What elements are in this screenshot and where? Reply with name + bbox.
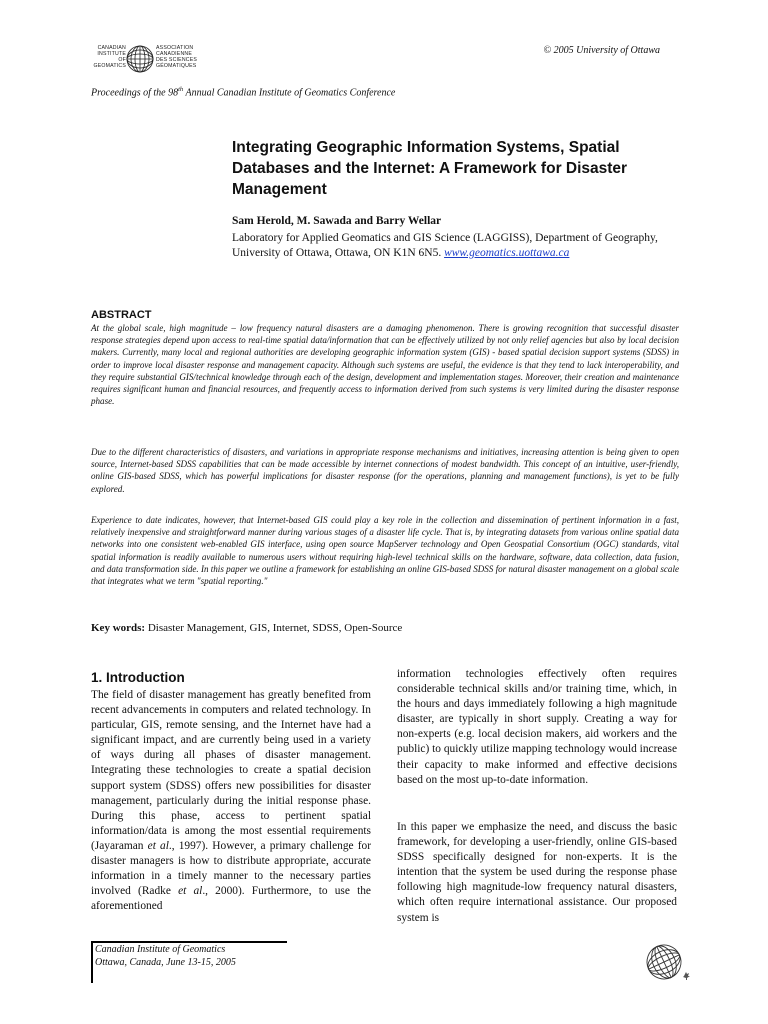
globe-maple-leaf-icon xyxy=(640,936,692,988)
geomatics-url-link[interactable]: www.geomatics.uottawa.ca xyxy=(444,247,570,259)
keywords-label: Key words: xyxy=(91,622,146,634)
logo-text-english xyxy=(88,45,126,69)
proceedings-post: Annual Canadian Institute of Geomatics Conference xyxy=(183,87,396,99)
footer-rule-vertical xyxy=(91,941,93,983)
logo-text-french xyxy=(156,45,197,69)
keywords-line xyxy=(91,622,402,634)
keywords-value: Disaster Management, GIS, Internet, SDSS, Open-Source xyxy=(145,622,403,634)
maple-leaf-icon xyxy=(683,972,690,980)
copyright-notice: © 2005 University of Ottawa xyxy=(543,45,660,56)
cig-acsg-logo xyxy=(88,42,238,78)
abstract-paragraph-2: Due to the different characteristics of disasters, and variations in appropriate response mechanisms and initiatives, increasing attention is being given to open source, Internet-based SDSS capabilities that can be made accessible by internet connections of modest bandwidth. This concept of an intuitive, user-friendly, online GIS-based SDSS, which has powerful implications for disaster response (for the operations, planning and management functions), is yet to be fully explored. xyxy=(91,447,679,494)
et-al: et al xyxy=(178,885,203,898)
logo-en-line: CANADIAN xyxy=(97,45,126,51)
abstract-heading: ABSTRACT xyxy=(91,309,152,321)
logo-en-line: GEOMATICS xyxy=(93,63,126,69)
footer-line-2: Ottawa, Canada, June 13-15, 2005 xyxy=(95,957,236,968)
et-al: et al xyxy=(147,839,169,852)
intro-heading: 1. Introduction xyxy=(91,670,185,685)
abstract-paragraph-3: Experience to date indicates, however, that Internet-based GIS could play a key role in the collection and dissemination of pertinent information in a fast, relatively inexpensive and straightforward manner during various stages of a disaster life cycle. That is, by integrating datasets from various online spatial data networks into one consistent web-enabled GIS interface, using open source MapServer technology and Open Geospatial Consortium (OGC) standards, vital spatial information is readily available to numerous users without requiring high-level technical skills on the hardware, software, data collection, data fusion, and data transformation side. In this paper we outline a framework for establishing an online GIS-based SDSS for natural disaster management on a global scale that integrates what we term "spatial reporting." xyxy=(91,515,679,587)
abstract-paragraph-1: At the global scale, high magnitude – low frequency natural disasters are a damaging phenomenon. There is growing recognition that successful disaster response strategies depend upon access to real-time spatial data/information that can be effectively utilized by not only relief agencies but also by local decision makers. Currently, many local and regional authorities are developing geographic information system (GIS) - based spatial decision support systems (SDSS) in order to improve local disaster response and management capacity. Although such systems are useful, the evidence is that they tend to lack interoperability, and they require substantial GIS/technical knowledge through each of the design, development and implementation stages. Moreover, their creation and maintenance requires significant human and financial resources, and frequently access to information derived from such systems is very limited during the disaster response phase. xyxy=(91,323,679,407)
paper-affiliation xyxy=(232,231,682,261)
logo-fr-line: ASSOCIATION xyxy=(156,45,194,51)
logo-fr-line: CANADIENNE xyxy=(156,51,193,57)
logo-en-line: OF xyxy=(118,57,126,63)
logo-fr-line: GÉOMATIQUES xyxy=(156,63,197,69)
logo-fr-line: DES SCIENCES xyxy=(156,57,198,63)
intro-text-a: The field of disaster management has greatly benefited from recent advancements in computers and related technology. In particular, GIS, remote sensing, and the Internet have had a significant impact, and are currently being used in a variety of ways during all phases of disaster management. Integrating these technologies to create a spatial decision support system (SDSS) offers new possibilities for disaster management, particularly during the initial response phase. During this phase, access to pertinent spatial information/data is among the most essential requirements (Jayaraman xyxy=(91,689,371,852)
footer-line-1: Canadian Institute of Geomatics xyxy=(95,944,226,955)
paper-authors: Sam Herold, M. Sawada and Barry Wellar xyxy=(232,215,442,227)
proceedings-pre: Proceedings of the 98 xyxy=(91,87,179,99)
paper-title: Integrating Geographic Information Systems, Spatial Databases and the Internet: A Framework for Disaster Management xyxy=(232,139,628,198)
intro-text-b: ., 1997). However, a primary challenge for disaster managers is how to distribute appropriate, accurate information in a timely manner to the necessary parties involved (Radke xyxy=(91,839,372,898)
intro-column-1 xyxy=(91,688,371,914)
footer-conference-info xyxy=(95,943,236,969)
logo-en-line: INSTITUTE xyxy=(97,51,126,57)
proceedings-line xyxy=(91,86,395,98)
proceedings-sup: th xyxy=(178,86,184,93)
globe-icon xyxy=(640,936,692,988)
intro-column-2-paragraph-2: In this paper we emphasize the need, and discuss the basic framework, for developing a user-friendly, online GIS-based SDSS specifically designed for non-experts. It is the intention that the system be used during the response phase following high magnitude-low frequency natural disasters, which often require international assistance. Our proposed system is xyxy=(397,821,677,924)
affiliation-text: Laboratory for Applied Geomatics and GIS Science (LAGGISS), Department of Geography, University of Ottawa, Ottawa, ON K1N 6N5. xyxy=(232,232,658,259)
intro-text-c: ., 2000). Furthermore, to use the aforementioned xyxy=(91,885,371,913)
intro-column-2-paragraph-1: information technologies effectively often requires considerable technical skills and/or training time, which, in the hours and days immediately following a high magnitude disaster, are typically in short supply. Creating a way for non-experts (e.g. local decision makers, aid workers and the public) to quickly utilize mapping technology would increase their capacity to make informed and effective decisions based on the most up-to-date information. xyxy=(397,668,677,786)
